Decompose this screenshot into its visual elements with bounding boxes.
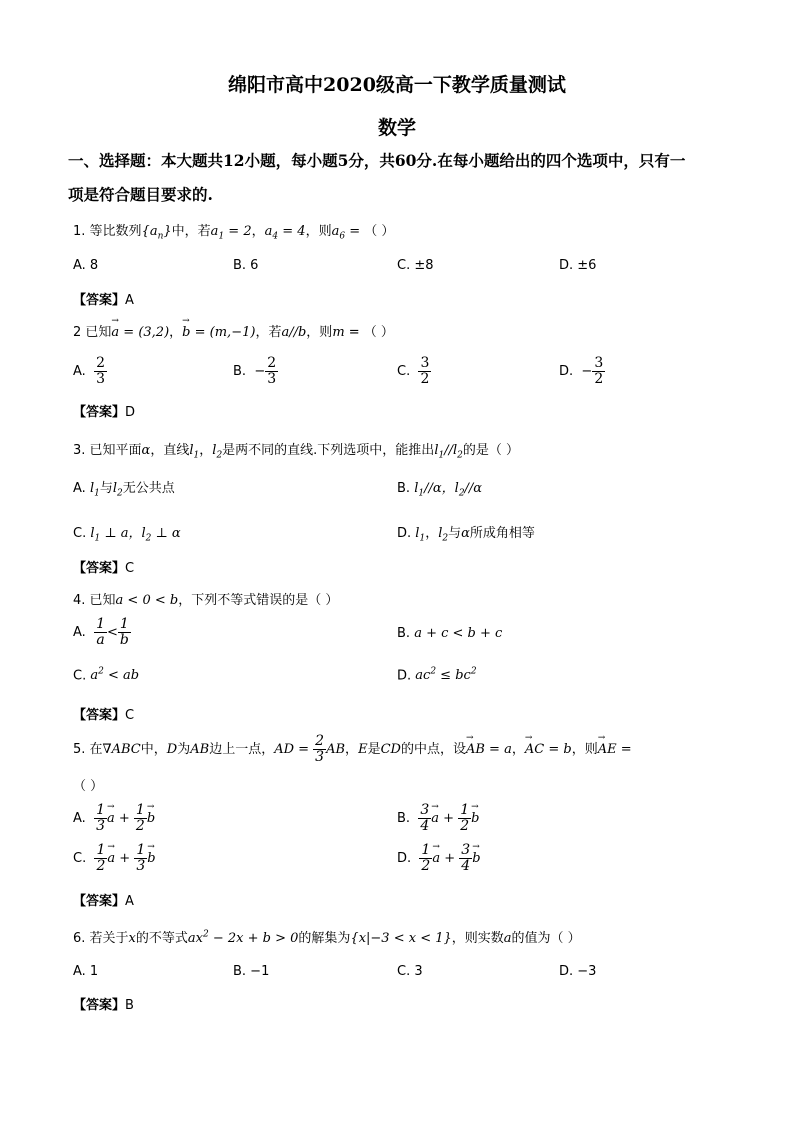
- option-text: ，: [425, 526, 439, 541]
- q2-parallel: a//b: [281, 325, 307, 340]
- option-math: < ab: [103, 668, 140, 684]
- option-letter: D.: [559, 364, 574, 379]
- option-text: 与: [99, 481, 113, 496]
- l-sub: 1: [438, 450, 445, 461]
- option-letter: C.: [73, 668, 91, 684]
- q1-answer: [73, 289, 134, 308]
- q2-option-d: [559, 356, 605, 387]
- option-math: ⊥ a，: [100, 526, 142, 541]
- option-letter: C.: [73, 851, 87, 866]
- option-letter: D.: [397, 668, 416, 684]
- l-sub: 1: [418, 488, 425, 499]
- q6-option-c: C. 3: [397, 964, 423, 979]
- q5-eq: = b: [544, 742, 572, 757]
- q2-c-fraction: [418, 356, 431, 387]
- l-sym: l: [434, 443, 439, 458]
- l-sub: 2: [457, 450, 463, 461]
- q3-parallel: $l_1//l_2$: [434, 443, 463, 461]
- numerator: 2: [315, 733, 325, 749]
- q5-ad: AD =: [274, 742, 314, 757]
- q5-text: 是: [367, 742, 381, 757]
- l-sub: 2: [145, 533, 152, 544]
- answer-tag: 【答案】: [73, 894, 126, 909]
- q1-text: （ ）: [364, 224, 395, 239]
- q6-option-b: B. −1: [233, 964, 270, 979]
- denominator: b: [119, 632, 129, 648]
- option-letter: B.: [233, 364, 247, 379]
- vec-a: → a: [107, 851, 115, 866]
- vec-a: → a: [431, 811, 439, 826]
- denominator: 3: [267, 371, 277, 387]
- q5-option-b: [397, 803, 479, 834]
- q6-text: 的值为（ ）: [511, 931, 581, 946]
- q6-x: x: [128, 931, 136, 946]
- q3-option-c: [73, 522, 181, 544]
- q2-vec-a-val: = (3,2): [119, 325, 170, 340]
- q5-text: ，: [345, 742, 359, 757]
- section-heading-line2: 项是符合题目要求的.: [68, 185, 213, 204]
- q2-option-a: [73, 356, 107, 387]
- q5-text: 为: [177, 742, 191, 757]
- q6-option-d: D. −3: [559, 964, 597, 979]
- denominator: 4: [420, 818, 430, 834]
- l-sym: l: [414, 481, 419, 496]
- l-sym: l: [189, 443, 194, 458]
- l-sym: l: [438, 526, 443, 541]
- answer-tag: 【答案】: [73, 405, 126, 420]
- option-letter: A.: [73, 811, 86, 826]
- q5-text: 边上一点，: [209, 742, 275, 757]
- denominator: 2: [460, 818, 470, 834]
- q6-a: a: [503, 931, 512, 946]
- q2-vec-a-sym: → a: [111, 325, 119, 340]
- exam-subject: 数学: [377, 117, 416, 139]
- q1-text: 中，若: [171, 224, 211, 239]
- numerator: 1: [96, 802, 105, 818]
- plus: +: [115, 851, 135, 866]
- option-sign: −: [581, 364, 593, 379]
- q3-answer: [73, 557, 134, 576]
- q1-text: ，则: [305, 224, 332, 239]
- q4-option-a: [73, 617, 131, 648]
- l-sym: l: [454, 481, 459, 496]
- denominator: 3: [136, 858, 146, 874]
- q4-condition: a < 0 < b: [115, 593, 179, 608]
- q2-text: 2 已知: [73, 325, 112, 340]
- q1-a4-sym: a: [264, 224, 273, 239]
- q6-answer: [73, 994, 134, 1013]
- l-sym: l: [141, 526, 146, 541]
- q4-option-d: [397, 667, 477, 683]
- q5-blank: （ ）: [73, 779, 104, 794]
- numerator: 1: [119, 616, 129, 632]
- q5-eq: =: [616, 742, 632, 757]
- q5-text: 的中点，设: [400, 742, 466, 757]
- l-sym: l: [89, 481, 95, 496]
- q5-vec-ae: → AE: [598, 742, 617, 757]
- option-letter: A.: [73, 364, 86, 379]
- q5-eq: = a: [484, 742, 512, 757]
- q5-vec-ab: → AB: [466, 742, 485, 757]
- q5-point-e: E: [358, 742, 368, 757]
- q3-l2: [212, 443, 223, 461]
- q4-text: ，下列不等式错误的是（ ）: [178, 593, 339, 608]
- option-text: 所成角相等: [469, 526, 535, 541]
- question-1-stem: [73, 220, 394, 242]
- denominator: 2: [96, 858, 106, 874]
- answer-value: A: [125, 894, 134, 909]
- q1-option-b: B. 6: [233, 258, 259, 273]
- question-4-stem: [73, 589, 338, 608]
- q1-a6-sub: 6: [339, 231, 346, 242]
- l-sym: l: [212, 443, 217, 458]
- q5-text: ，: [511, 742, 525, 757]
- numerator: 3: [420, 355, 430, 371]
- q2-option-b: [233, 356, 278, 387]
- q2-m: m: [332, 325, 345, 340]
- option-letter: D.: [397, 526, 416, 541]
- numerator: 2: [96, 355, 105, 371]
- option-letter: D.: [397, 851, 412, 866]
- option-letter: C.: [73, 526, 91, 541]
- q1-option-d: D. ±6: [559, 258, 597, 273]
- q1-a6: [331, 224, 365, 242]
- option-math: ac: [415, 668, 431, 684]
- l-sym: l: [415, 526, 420, 541]
- l-sub: 1: [94, 488, 100, 499]
- exponent: 2: [203, 929, 209, 940]
- exponent: 2: [470, 667, 477, 677]
- l-sym: l: [112, 481, 118, 496]
- vec-b: → b: [147, 811, 155, 826]
- denominator: a: [96, 632, 105, 648]
- answer-tag: 【答案】: [73, 293, 126, 308]
- q1-a4-sub: 4: [272, 231, 279, 242]
- q6-text: 的解集为: [298, 931, 351, 946]
- q2-text: = （ ）: [344, 325, 394, 340]
- answer-tag: 【答案】: [73, 708, 126, 723]
- option-text: 与: [448, 526, 462, 541]
- option-math: a + c < b + c: [414, 626, 503, 641]
- q1-a1-sub: 1: [218, 231, 225, 242]
- option-math: //α，: [424, 481, 455, 496]
- q1-option-a: A. 8: [73, 258, 99, 273]
- q4-text: 4. 已知: [73, 593, 116, 608]
- vec-b: → b: [471, 811, 479, 826]
- question-3-stem: [73, 439, 519, 461]
- numerator: 3: [461, 842, 471, 858]
- option-letter: C.: [397, 364, 411, 379]
- q1-a4: [264, 224, 306, 242]
- q5-segment-cd: CD: [380, 742, 401, 757]
- vec-b: → b: [147, 851, 155, 866]
- q6-inequality: ax: [187, 931, 203, 946]
- numerator: 3: [594, 355, 604, 371]
- q5-answer: [73, 890, 134, 909]
- q1-a1: [210, 224, 252, 242]
- q5-option-a: [73, 803, 155, 834]
- l-sym: l: [452, 443, 458, 458]
- q1-seq-sub: n: [157, 231, 164, 242]
- q6-text: 6. 若关于: [73, 931, 129, 946]
- q5-option-c: [73, 843, 156, 874]
- l-sub: 1: [193, 450, 200, 461]
- l-sub: 2: [442, 533, 449, 544]
- numerator: 1: [136, 842, 146, 858]
- q5-point-d: D: [166, 742, 178, 757]
- answer-tag: 【答案】: [73, 998, 126, 1013]
- q3-alpha: α: [461, 526, 470, 541]
- q1-option-c: C. ±8: [397, 258, 434, 273]
- numerator: 1: [96, 842, 106, 858]
- q2-b-fraction: [265, 356, 278, 387]
- denominator: 2: [594, 371, 604, 387]
- q6-text: ，则实数: [451, 931, 504, 946]
- exam-title: 绵阳市高中2020级高一下教学质量测试: [228, 74, 566, 96]
- denominator: 4: [461, 858, 471, 874]
- numerator: 1: [421, 842, 431, 858]
- vec-b: → b: [472, 851, 480, 866]
- option-sign: −: [254, 364, 266, 379]
- q6-text: 的不等式: [135, 931, 188, 946]
- q2-vector-b: [182, 325, 255, 340]
- option-text: 无公共点: [122, 481, 175, 496]
- section-heading-line1: 一、选择题：本大题共12小题，每小题5分，共60分.在每小题给出的四个选项中，只有一: [68, 151, 686, 170]
- numerator: 1: [460, 802, 470, 818]
- numerator: 1: [135, 802, 145, 818]
- q6-option-a: A. 1: [73, 964, 99, 979]
- q5-option-d: [397, 843, 481, 874]
- q3-text: ，直线: [150, 443, 190, 458]
- q5-text: ，则: [571, 742, 598, 757]
- l-sub: 2: [458, 488, 465, 499]
- answer-value: C: [125, 561, 135, 576]
- exponent: 2: [430, 667, 437, 677]
- numerator: 3: [420, 802, 430, 818]
- q3-alpha: α: [141, 443, 151, 458]
- numerator: 2: [267, 355, 277, 371]
- q1-text: ，: [251, 224, 265, 239]
- q5-text: 5. 在: [73, 742, 103, 757]
- answer-value: D: [125, 405, 136, 420]
- exponent: 2: [98, 667, 104, 677]
- l-sub: 1: [94, 533, 101, 544]
- q3-option-a: [73, 477, 175, 499]
- option-letter: B.: [397, 811, 411, 826]
- q1-text: 1. 等比数列: [73, 224, 142, 239]
- denominator: 2: [421, 858, 431, 874]
- question-2-stem: [73, 321, 394, 340]
- option-letter: A.: [73, 625, 86, 640]
- q2-vector-a: [111, 325, 169, 340]
- question-5-stem: [73, 734, 632, 765]
- q5-segment-ab: AB: [326, 742, 346, 757]
- denominator: 3: [96, 818, 105, 834]
- q3-option-b: [397, 477, 482, 499]
- l-sub: 2: [216, 450, 223, 461]
- option-math: //α: [464, 481, 483, 496]
- answer-value: C: [125, 708, 135, 723]
- q2-text: ，若: [255, 325, 282, 340]
- vec-a: → a: [107, 811, 115, 826]
- q3-option-d: [397, 522, 535, 544]
- option-letter: A.: [73, 481, 90, 496]
- q6-solution-set: {x|−3 < x < 1}: [350, 931, 452, 946]
- answer-tag: 【答案】: [73, 561, 126, 576]
- q5-triangle: ∇ABC: [102, 742, 141, 757]
- q1-a1-sym: a: [210, 224, 219, 239]
- q1-a4-val: = 4: [278, 224, 306, 239]
- l-sub: 1: [419, 533, 426, 544]
- q1-a1-val: = 2: [224, 224, 252, 239]
- q6-inequality: − 2x + b > 0: [208, 931, 299, 946]
- less-than: <: [106, 625, 118, 640]
- l-sym: l: [90, 526, 95, 541]
- question-6-stem: [73, 927, 581, 946]
- q3-text: 的是（ ）: [462, 443, 520, 458]
- q2-d-fraction: [592, 356, 605, 387]
- q4-answer: [73, 704, 134, 723]
- q2-text: ，则: [306, 325, 333, 340]
- denominator: 3: [96, 371, 105, 387]
- q5-text: 中，: [140, 742, 167, 757]
- q2-vec-b-sym: → b: [182, 325, 190, 340]
- q2-text: ，: [169, 325, 183, 340]
- option-letter: B.: [397, 481, 415, 496]
- q1-sequence: $\{a_n\}$: [141, 224, 172, 242]
- q1-a6-sym: a: [331, 224, 340, 239]
- option-math: a: [90, 668, 99, 684]
- answer-value: A: [125, 293, 134, 308]
- q1-seq-symbol: {a: [141, 224, 158, 239]
- option-letter: B.: [397, 626, 415, 641]
- option-math: ⊥ α: [151, 526, 181, 541]
- plus: +: [114, 811, 134, 826]
- q2-answer: [73, 401, 135, 420]
- q3-text: 是两不同的直线.下列选项中，能推出: [222, 443, 435, 458]
- q4-option-b: [397, 626, 502, 641]
- plus: +: [439, 811, 459, 826]
- vec-a: → a: [432, 851, 440, 866]
- q5-segment-ab: AB: [190, 742, 210, 757]
- numerator: 1: [96, 616, 105, 632]
- q1-a6-val: =: [345, 224, 365, 239]
- q3-text: ，: [199, 443, 213, 458]
- denominator: 3: [315, 749, 325, 765]
- l-sub: 2: [117, 488, 123, 499]
- option-math: ≤ bc: [436, 668, 471, 684]
- q2-vec-b-val: = (m,−1): [190, 325, 256, 340]
- q4-option-c: [73, 667, 139, 683]
- q5-vec-ac: → AC: [525, 742, 544, 757]
- q2-a-fraction: [94, 356, 107, 387]
- q2-option-c: [397, 356, 431, 387]
- denominator: 2: [135, 818, 145, 834]
- denominator: 2: [420, 371, 430, 387]
- q3-text: 3. 已知平面: [73, 443, 142, 458]
- q3-l1: [189, 443, 200, 461]
- answer-value: B: [125, 998, 134, 1013]
- plus: +: [440, 851, 460, 866]
